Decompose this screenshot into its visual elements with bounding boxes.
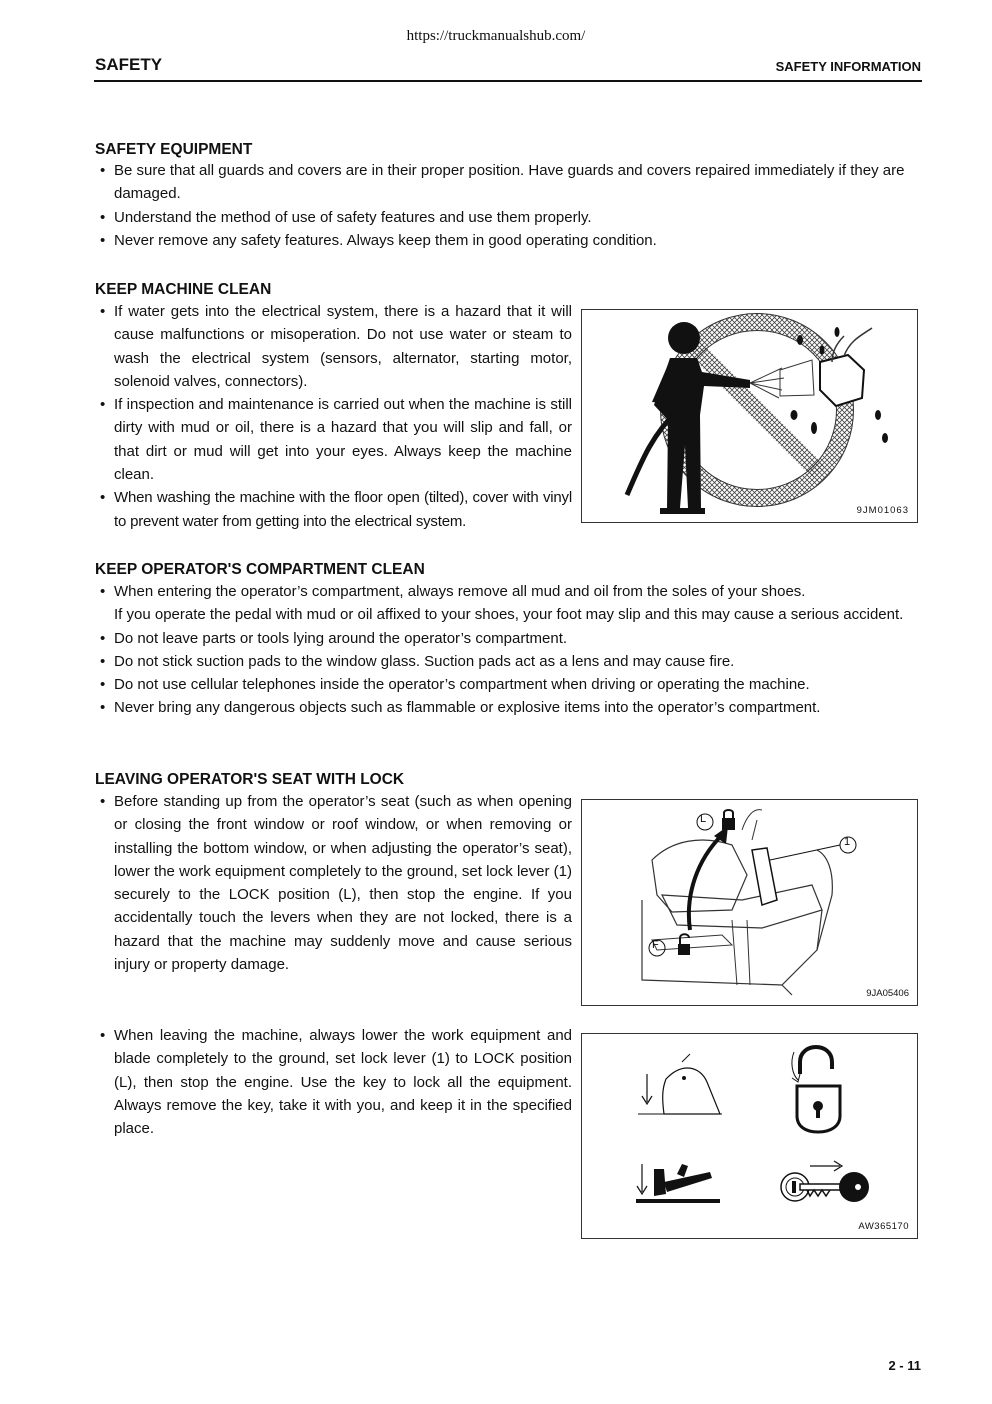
keep-compartment-clean-list [95,580,923,720]
section-title-keep-compartment-clean: KEEP OPERATOR'S COMPARTMENT CLEAN [95,561,425,578]
lock-open-icon [678,944,690,955]
safety-equipment-list [95,159,923,252]
page-number: 2 - 11 [888,1358,921,1373]
figure-code: 9JA05406 [866,988,909,999]
header-section: SAFETY [95,55,163,74]
section-title-safety-equipment: SAFETY EQUIPMENT [95,141,253,158]
leaving-seat-list-1 [95,790,572,976]
figure-code: AW365170 [858,1221,909,1232]
list-item: • Never remove any safety features. Always keep them in good operating condition. [95,229,923,252]
list-item: • Do not leave parts or tools lying around the operator’s compartment. [95,627,923,650]
list-item: • When washing the machine with the floor open (tilted), cover with vinyl to prevent water from getting into the electrical system. [95,486,572,533]
list-item-continuation: If you operate the pedal with mud or oil affixed to your shoes, your foot may slip and this may cause a serious accident. [114,606,904,624]
list-item: • Understand the method of use of safety features and use them properly. [95,206,923,229]
lever-number-label: 1 [844,836,851,848]
lock-lever-illustration [582,800,917,1005]
section-title-leaving-seat: LEAVING OPERATOR'S SEAT WITH LOCK [95,771,405,788]
list-item: • Never bring any dangerous objects such as flammable or explosive items into the operator’s compartment. [95,696,923,719]
list-item: • Do not use cellular telephones inside the operator’s compartment when driving or operating the machine. [95,673,923,696]
leaving-machine-symbols-figure [581,1033,918,1239]
lower-blade-icon [636,1164,720,1203]
list-item-text: When entering the operator’s compartment, always remove all mud and oil from the soles of your shoes. [114,583,806,600]
lock-lever-figure [581,799,918,1006]
key-icon [781,1161,869,1202]
lower-bucket-icon [638,1054,722,1114]
no-washing-illustration [582,310,917,522]
keep-machine-clean-list [95,300,572,533]
lock-position-label: L [700,813,707,825]
list-item: • When leaving the machine, always lower the work equipment and blade completely to the ground, set lock lever (1) to LOCK position (L), then stop the engine. Use the key to lock all the equipment. Always remove the key, take it with you, and keep it in the specified place. [95,1024,572,1140]
washing-prohibition-figure [581,309,918,523]
list-item: • Do not stick suction pads to the window glass. Suction pads act as a lens and may cause fire. [95,650,923,673]
leaving-machine-symbols [582,1034,917,1238]
list-item: • If water gets into the electrical system, there is a hazard that it will cause malfunctions or misoperation. Do not use water or steam to wash the electrical system (sensors, alternator, starting motor, solenoid valves, connectors). [95,300,572,393]
free-position-label: F [652,939,659,951]
lock-closed-icon [722,818,735,830]
leaving-seat-list-2 [95,1024,572,1140]
list-item: • Be sure that all guards and covers are in their proper position. Have guards and covers repaired immediately if they are damaged. [95,159,923,206]
padlock-open-icon [792,1047,840,1132]
source-url: https://truckmanualshub.com/ [406,28,586,44]
header-topic: SAFETY INFORMATION [775,59,921,74]
list-item: • If inspection and maintenance is carried out when the machine is still dirty with mud or oil, there is a hazard that you will slip and fall, or that dirt or mud will get into your eyes. Always keep the machine clean. [95,393,572,486]
list-item: • Before standing up from the operator’s seat (such as when opening or closing the front window or roof window, or when removing or installing the bottom window, or when adjusting the operator’s seat), lower the work equipment completely to the ground, set lock lever (1) securely to the LOCK position (L), then stop the engine. If you accidentally touch the levers when they are not locked, there is a hazard that the machine may suddenly move and cause serious injury or property damage. [95,790,572,976]
figure-code: 9JM01063 [856,505,909,516]
section-title-keep-machine-clean: KEEP MACHINE CLEAN [95,281,272,298]
header-rule [94,80,922,82]
list-item [95,580,923,627]
